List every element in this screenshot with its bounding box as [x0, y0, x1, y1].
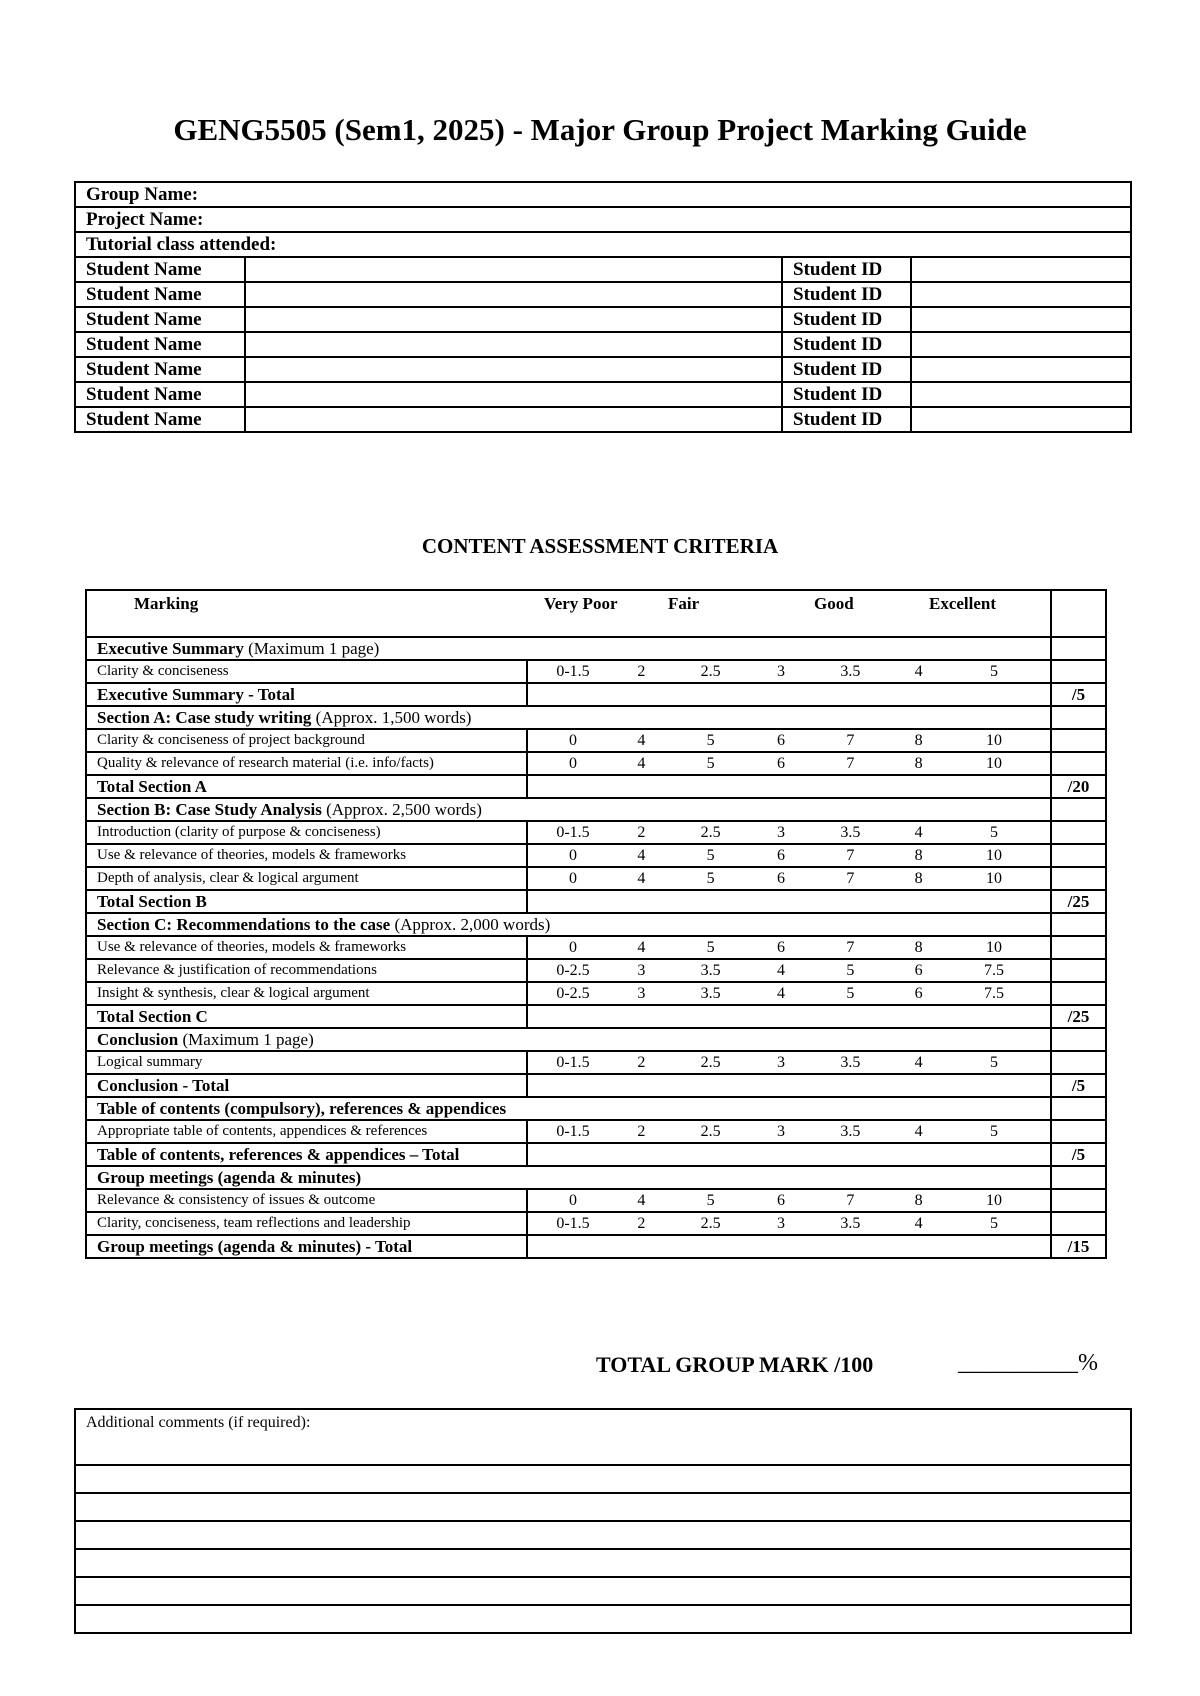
comments-box — [74, 1408, 1132, 1634]
criterion-row — [86, 1212, 1106, 1235]
criterion-label: Clarity & conciseness — [86, 660, 527, 683]
section-title-row — [86, 1166, 1106, 1189]
student-id-field[interactable] — [911, 357, 1131, 382]
section-total-entry[interactable] — [527, 1143, 1051, 1166]
marking-header: Marking — [134, 594, 199, 613]
criterion-row — [86, 660, 1106, 683]
score-option[interactable]: 2.5 — [700, 663, 721, 680]
score-option[interactable]: 2 — [637, 1215, 646, 1232]
max-cell — [1051, 706, 1106, 729]
max-cell — [1051, 1212, 1106, 1235]
student-id-label: Student ID — [782, 332, 911, 357]
student-name-field[interactable] — [245, 357, 782, 382]
score-option[interactable]: 6 — [914, 962, 923, 979]
score-option[interactable]: 6 — [776, 732, 785, 749]
student-id-label: Student ID — [782, 307, 911, 332]
student-name-label: Student Name — [75, 407, 245, 432]
score-option[interactable]: 2 — [637, 663, 646, 680]
section-title-row — [86, 1097, 1106, 1120]
score-option[interactable]: 0 — [569, 870, 577, 887]
score-option[interactable]: 10 — [985, 870, 1002, 887]
criterion-label: Insight & synthesis, clear & logical argument — [86, 982, 527, 1005]
score-option[interactable]: 8 — [914, 732, 923, 749]
score-option[interactable]: 2 — [637, 1054, 646, 1071]
section-total-max: /15 — [1051, 1235, 1106, 1258]
score-option[interactable]: 2.5 — [700, 1054, 721, 1071]
score-option[interactable]: 0-1.5 — [556, 663, 590, 680]
student-row — [75, 382, 1131, 407]
max-header — [1051, 590, 1106, 637]
score-option[interactable]: 3 — [637, 985, 646, 1002]
section-title: Table of contents (compulsory), references & appendices — [86, 1097, 1051, 1120]
comment-line[interactable] — [75, 1493, 1131, 1521]
criterion-row — [86, 867, 1106, 890]
max-cell — [1051, 936, 1106, 959]
student-id-label: Student ID — [782, 407, 911, 432]
section-total-row — [86, 683, 1106, 706]
criterion-label: Clarity & conciseness of project background — [86, 729, 527, 752]
student-name-label: Student Name — [75, 382, 245, 407]
section-total-entry[interactable] — [527, 683, 1051, 706]
score-option[interactable]: 5 — [989, 1215, 998, 1232]
score-option[interactable]: 3.5 — [840, 1215, 861, 1232]
score-option[interactable]: 2.5 — [700, 1123, 721, 1140]
score-option[interactable]: 3.5 — [700, 985, 721, 1002]
comment-line[interactable] — [75, 1521, 1131, 1549]
section-title: Conclusion (Maximum 1 page) — [86, 1028, 1051, 1051]
max-cell — [1051, 982, 1106, 1005]
max-cell — [1051, 660, 1106, 683]
criterion-label: Relevance & consistency of issues & outcome — [86, 1189, 527, 1212]
score-option[interactable]: 0-2.5 — [556, 962, 590, 979]
student-row — [75, 257, 1131, 282]
score-option[interactable]: 8 — [914, 847, 923, 864]
score-option[interactable]: 4 — [637, 1192, 646, 1209]
score-option[interactable]: 4 — [637, 732, 646, 749]
score-option[interactable]: 3 — [776, 663, 785, 680]
student-id-field[interactable] — [911, 332, 1131, 357]
score-option[interactable]: 0-1.5 — [556, 1054, 590, 1071]
score-option[interactable]: 4 — [914, 1054, 923, 1071]
score-option[interactable]: 5 — [989, 1054, 998, 1071]
score-scale — [527, 729, 1051, 752]
student-id-label: Student ID — [782, 257, 911, 282]
student-name-label: Student Name — [75, 357, 245, 382]
section-total-label: Total Section A — [86, 775, 527, 798]
score-option[interactable]: 0-2.5 — [556, 985, 590, 1002]
section-total-row — [86, 1074, 1106, 1097]
student-name-label: Student Name — [75, 257, 245, 282]
score-option[interactable]: 8 — [914, 1192, 923, 1209]
score-option[interactable]: 4 — [914, 1123, 923, 1140]
score-option[interactable]: 3.5 — [840, 663, 861, 680]
score-option[interactable]: 3.5 — [700, 962, 721, 979]
max-cell — [1051, 959, 1106, 982]
very-poor-header: Very Poor — [544, 594, 618, 613]
criteria-table — [85, 589, 1107, 1259]
section-total-label: Total Section B — [86, 890, 527, 913]
score-option[interactable]: 7 — [846, 755, 855, 772]
score-option[interactable]: 6 — [776, 870, 785, 887]
score-option[interactable]: 7 — [846, 732, 855, 749]
score-option[interactable]: 2.5 — [700, 824, 721, 841]
score-option[interactable]: 6 — [776, 755, 785, 772]
criterion-label: Use & relevance of theories, models & frameworks — [86, 844, 527, 867]
student-id-field[interactable] — [911, 257, 1131, 282]
criterion-row — [86, 752, 1106, 775]
score-option[interactable]: 5 — [989, 663, 998, 680]
student-name-field[interactable] — [245, 257, 782, 282]
score-option[interactable]: 10 — [985, 732, 1002, 749]
score-scale — [527, 1189, 1051, 1212]
student-name-label: Student Name — [75, 307, 245, 332]
tutorial-field[interactable]: Tutorial class attended: — [75, 232, 1131, 257]
group-name-field[interactable]: Group Name: — [75, 182, 1131, 207]
comments-label[interactable]: Additional comments (if required): — [75, 1409, 1131, 1465]
section-total-label: Group meetings (agenda & minutes) - Total — [86, 1235, 527, 1258]
score-option[interactable]: 3.5 — [840, 1054, 861, 1071]
score-option[interactable]: 10 — [985, 1192, 1002, 1209]
criterion-row — [86, 1189, 1106, 1212]
criterion-row — [86, 821, 1106, 844]
student-id-label: Student ID — [782, 382, 911, 407]
score-option[interactable]: 5 — [706, 847, 715, 864]
section-title: Section A: Case study writing (Approx. 1,500 words) — [86, 706, 1051, 729]
max-cell — [1051, 1051, 1106, 1074]
section-title-row — [86, 706, 1106, 729]
score-scale — [527, 821, 1051, 844]
excellent-header: Excellent — [929, 594, 997, 613]
max-cell — [1051, 637, 1106, 660]
score-option[interactable]: 5 — [989, 824, 998, 841]
score-option[interactable]: 5 — [706, 755, 715, 772]
section-title: Executive Summary (Maximum 1 page) — [86, 637, 1051, 660]
student-name-field[interactable] — [245, 382, 782, 407]
student-row — [75, 282, 1131, 307]
score-option[interactable]: 5 — [706, 870, 715, 887]
section-title: Group meetings (agenda & minutes) — [86, 1166, 1051, 1189]
score-option[interactable]: 7 — [846, 939, 855, 956]
score-option[interactable]: 5 — [706, 939, 715, 956]
max-cell — [1051, 752, 1106, 775]
section-total-entry[interactable] — [527, 1074, 1051, 1097]
score-scale — [527, 867, 1051, 890]
score-option[interactable]: 4 — [637, 847, 646, 864]
score-scale — [527, 660, 1051, 683]
score-option[interactable]: 8 — [914, 870, 923, 887]
score-option[interactable]: 6 — [776, 1192, 785, 1209]
score-option[interactable]: 5 — [989, 1123, 998, 1140]
student-name-field[interactable] — [245, 407, 782, 432]
score-scale — [527, 959, 1051, 982]
section-total-max: /25 — [1051, 890, 1106, 913]
good-header: Good — [814, 594, 854, 613]
max-cell — [1051, 913, 1106, 936]
max-cell — [1051, 729, 1106, 752]
student-name-field[interactable] — [245, 307, 782, 332]
score-option[interactable]: 6 — [776, 847, 785, 864]
score-option[interactable]: 4 — [776, 962, 785, 979]
score-option[interactable]: 0-1.5 — [556, 824, 590, 841]
criterion-row — [86, 959, 1106, 982]
section-total-max: /20 — [1051, 775, 1106, 798]
max-cell — [1051, 1120, 1106, 1143]
section-total-entry[interactable] — [527, 1005, 1051, 1028]
score-option[interactable]: 0 — [569, 732, 577, 749]
criterion-row — [86, 936, 1106, 959]
section-title: Section B: Case Study Analysis (Approx. 2,500 words) — [86, 798, 1051, 821]
criterion-label: Clarity, conciseness, team reflections and leadership — [86, 1212, 527, 1235]
student-name-label: Student Name — [75, 332, 245, 357]
criterion-label: Quality & relevance of research material (i.e. info/facts) — [86, 752, 527, 775]
student-rows — [75, 257, 1131, 432]
criteria-body — [86, 637, 1106, 1258]
section-total-label: Table of contents, references & appendices – Total — [86, 1143, 527, 1166]
criterion-label: Logical summary — [86, 1051, 527, 1074]
max-cell — [1051, 798, 1106, 821]
project-name-field[interactable]: Project Name: — [75, 207, 1131, 232]
score-option[interactable]: 4 — [914, 824, 923, 841]
criterion-row — [86, 1051, 1106, 1074]
score-option[interactable]: 2 — [637, 824, 646, 841]
student-id-label: Student ID — [782, 282, 911, 307]
score-option[interactable]: 0 — [569, 847, 577, 864]
comment-line[interactable] — [75, 1549, 1131, 1577]
score-option[interactable]: 0 — [569, 939, 577, 956]
student-row — [75, 332, 1131, 357]
max-cell — [1051, 1166, 1106, 1189]
score-option[interactable]: 5 — [706, 732, 715, 749]
section-total-entry[interactable] — [527, 775, 1051, 798]
total-group-mark-label: TOTAL GROUP MARK /100 — [596, 1352, 874, 1377]
score-option[interactable]: 0-1.5 — [556, 1123, 590, 1140]
score-scale — [527, 844, 1051, 867]
score-option[interactable]: 7 — [846, 847, 855, 864]
section-total-max: /5 — [1051, 683, 1106, 706]
section-total-label: Conclusion - Total — [86, 1074, 527, 1097]
score-option[interactable]: 6 — [776, 939, 785, 956]
section-total-row — [86, 1143, 1106, 1166]
section-title-row — [86, 913, 1106, 936]
score-option[interactable]: 4 — [914, 1215, 923, 1232]
student-id-field[interactable] — [911, 382, 1131, 407]
fair-header: Fair — [668, 594, 700, 613]
section-title-row — [86, 637, 1106, 660]
score-scale — [527, 1120, 1051, 1143]
score-option[interactable]: 3 — [776, 1123, 785, 1140]
student-id-field[interactable] — [911, 307, 1131, 332]
score-option[interactable]: 5 — [846, 985, 855, 1002]
score-option[interactable]: 4 — [776, 985, 785, 1002]
score-scale — [527, 1051, 1051, 1074]
section-title-row — [86, 1028, 1106, 1051]
score-option[interactable]: 2 — [637, 1123, 646, 1140]
score-option[interactable]: 4 — [637, 755, 646, 772]
score-option[interactable]: 3 — [776, 1215, 785, 1232]
student-name-label: Student Name — [75, 282, 245, 307]
score-option[interactable]: 7 — [846, 1192, 855, 1209]
student-info-table — [74, 181, 1132, 433]
criterion-row — [86, 982, 1106, 1005]
criterion-label: Relevance & justification of recommendations — [86, 959, 527, 982]
score-option[interactable]: 6 — [914, 985, 923, 1002]
section-total-row — [86, 1005, 1106, 1028]
score-option[interactable]: 7 — [846, 870, 855, 887]
max-cell — [1051, 867, 1106, 890]
score-option[interactable]: 7.5 — [983, 985, 1004, 1002]
comment-line[interactable] — [75, 1465, 1131, 1493]
score-option[interactable]: 3.5 — [840, 824, 861, 841]
section-total-label: Executive Summary - Total — [86, 683, 527, 706]
score-option[interactable]: 4 — [914, 663, 923, 680]
score-scale — [527, 982, 1051, 1005]
student-id-field[interactable] — [911, 407, 1131, 432]
student-row — [75, 357, 1131, 382]
criterion-label: Use & relevance of theories, models & frameworks — [86, 936, 527, 959]
score-option[interactable]: 10 — [985, 939, 1002, 956]
student-row — [75, 307, 1131, 332]
score-option[interactable]: 0 — [569, 755, 577, 772]
score-option[interactable]: 4 — [637, 870, 646, 887]
student-id-label: Student ID — [782, 357, 911, 382]
section-total-label: Total Section C — [86, 1005, 527, 1028]
comment-line[interactable] — [75, 1577, 1131, 1605]
criterion-label: Introduction (clarity of purpose & conciseness) — [86, 821, 527, 844]
score-option[interactable]: 8 — [914, 939, 923, 956]
section-total-entry[interactable] — [527, 1235, 1051, 1258]
section-total-row — [86, 775, 1106, 798]
score-option[interactable]: 5 — [706, 1192, 715, 1209]
section-total-row — [86, 890, 1106, 913]
score-scale — [527, 936, 1051, 959]
criterion-row — [86, 1120, 1106, 1143]
student-row — [75, 407, 1131, 432]
criteria-header-row — [86, 590, 1106, 637]
score-option[interactable]: 5 — [846, 962, 855, 979]
max-cell — [1051, 1028, 1106, 1051]
header-cell — [86, 590, 1051, 637]
criteria-heading: CONTENT ASSESSMENT CRITERIA — [421, 534, 779, 558]
score-option[interactable]: 2.5 — [700, 1215, 721, 1232]
criterion-row — [86, 729, 1106, 752]
section-total-row — [86, 1235, 1106, 1258]
student-name-field[interactable] — [245, 282, 782, 307]
student-id-field[interactable] — [911, 282, 1131, 307]
criterion-row — [86, 844, 1106, 867]
criterion-label: Depth of analysis, clear & logical argument — [86, 867, 527, 890]
score-option[interactable]: 3 — [776, 824, 785, 841]
score-option[interactable]: 10 — [985, 755, 1002, 772]
comment-line[interactable] — [75, 1605, 1131, 1633]
score-option[interactable]: 0 — [569, 1192, 577, 1209]
criterion-label: Appropriate table of contents, appendices & references — [86, 1120, 527, 1143]
section-total-max: /25 — [1051, 1005, 1106, 1028]
page-title: GENG5505 (Sem1, 2025) - Major Group Project Marking Guide — [173, 112, 1027, 147]
score-option[interactable]: 3.5 — [840, 1123, 861, 1140]
student-name-field[interactable] — [245, 332, 782, 357]
max-cell — [1051, 821, 1106, 844]
max-cell — [1051, 1189, 1106, 1212]
section-total-max: /5 — [1051, 1143, 1106, 1166]
score-option[interactable]: 7.5 — [983, 962, 1004, 979]
max-cell — [1051, 1097, 1106, 1120]
max-cell — [1051, 844, 1106, 867]
score-scale — [527, 1212, 1051, 1235]
score-option[interactable]: 0-1.5 — [556, 1215, 590, 1232]
score-scale — [527, 752, 1051, 775]
score-option[interactable]: 10 — [985, 847, 1002, 864]
section-total-max: /5 — [1051, 1074, 1106, 1097]
total-group-mark-field[interactable]: __________% — [958, 1350, 1098, 1376]
section-total-entry[interactable] — [527, 890, 1051, 913]
score-option[interactable]: 3 — [637, 962, 646, 979]
section-title: Section C: Recommendations to the case (Approx. 2,000 words) — [86, 913, 1051, 936]
score-option[interactable]: 4 — [637, 939, 646, 956]
score-option[interactable]: 3 — [776, 1054, 785, 1071]
section-title-row — [86, 798, 1106, 821]
score-option[interactable]: 8 — [914, 755, 923, 772]
